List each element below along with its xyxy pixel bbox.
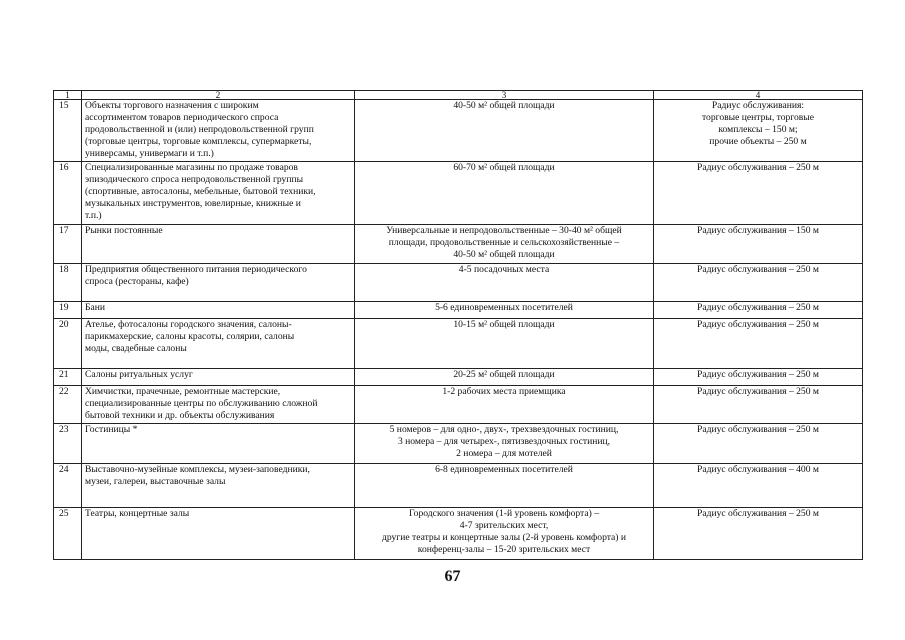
capacity-norm: 60-70 м² общей площади bbox=[355, 162, 654, 225]
table-row bbox=[54, 100, 863, 162]
norms-table bbox=[53, 90, 863, 560]
facility-name: Бани bbox=[82, 302, 355, 319]
column-header: 2 bbox=[82, 91, 355, 100]
row-number: 25 bbox=[54, 508, 82, 560]
column-header: 3 bbox=[355, 91, 654, 100]
service-radius: Радиус обслуживания – 150 м bbox=[654, 225, 863, 264]
facility-name: Специализированные магазины по продаже товаров эпизодического спроса непродовольственной группы (спортивные, автосалоны, мебельные, бытовой техники, музыкальных инструментов, ювелирные, книжные и т.п.) bbox=[82, 162, 355, 225]
facility-name: Объекты торгового назначения с широким ассортиментом товаров периодического спроса продовольственной и (или) непродовольственной групп (торговые центры, торговые комплексы, супермаркеты, универсамы, универмаги и т.п.) bbox=[82, 100, 355, 162]
capacity-norm: 1-2 рабочих места приемщика bbox=[355, 386, 654, 424]
capacity-norm: 5-6 единовременных посетителей bbox=[355, 302, 654, 319]
capacity-norm: 4-5 посадочных места bbox=[355, 264, 654, 302]
row-number: 18 bbox=[54, 264, 82, 302]
capacity-norm: Городского значения (1-й уровень комфорта) – 4-7 зрительских мест, другие театры и концертные залы (2-й уровень комфорта) и конференц-залы – 15-20 зрительских мест bbox=[355, 508, 654, 560]
row-number: 21 bbox=[54, 369, 82, 386]
capacity-norm: 6-8 единовременных посетителей bbox=[355, 464, 654, 508]
table-row bbox=[54, 302, 863, 319]
facility-name: Рынки постоянные bbox=[82, 225, 355, 264]
service-radius: Радиус обслуживания – 250 м bbox=[654, 369, 863, 386]
table-row bbox=[54, 225, 863, 264]
table-row bbox=[54, 319, 863, 369]
row-number: 22 bbox=[54, 386, 82, 424]
capacity-norm: Универсальные и непродовольственные – 30-40 м² общей площади, продовольственные и сельскохозяйственные – 40-50 м² общей площади bbox=[355, 225, 654, 264]
service-radius: Радиус обслуживания – 250 м bbox=[654, 162, 863, 225]
service-radius: Радиус обслуживания – 250 м bbox=[654, 319, 863, 369]
table-row bbox=[54, 424, 863, 464]
column-header: 1 bbox=[54, 91, 82, 100]
table-row bbox=[54, 369, 863, 386]
service-radius: Радиус обслуживания – 400 м bbox=[654, 464, 863, 508]
service-radius: Радиус обслуживания: торговые центры, торговые комплексы – 150 м; прочие объекты – 250 м bbox=[654, 100, 863, 162]
row-number: 24 bbox=[54, 464, 82, 508]
service-radius: Радиус обслуживания – 250 м bbox=[654, 508, 863, 560]
table-row bbox=[54, 386, 863, 424]
facility-name: Салоны ритуальных услуг bbox=[82, 369, 355, 386]
table-row bbox=[54, 264, 863, 302]
table-row bbox=[54, 508, 863, 560]
row-number: 23 bbox=[54, 424, 82, 464]
facility-name: Предприятия общественного питания периодического спроса (рестораны, кафе) bbox=[82, 264, 355, 302]
row-number: 20 bbox=[54, 319, 82, 369]
capacity-norm: 20-25 м² общей площади bbox=[355, 369, 654, 386]
table-header-row bbox=[54, 91, 863, 100]
capacity-norm: 5 номеров – для одно-, двух-, трехзвездочных гостиниц, 3 номера – для четырех-, пятизвездочных гостиниц, 2 номера – для мотелей bbox=[355, 424, 654, 464]
row-number: 19 bbox=[54, 302, 82, 319]
capacity-norm: 40-50 м² общей площади bbox=[355, 100, 654, 162]
facility-name: Театры, концертные залы bbox=[82, 508, 355, 560]
facility-name: Выставочно-музейные комплексы, музеи-заповедники, музеи, галереи, выставочные залы bbox=[82, 464, 355, 508]
column-header: 4 bbox=[654, 91, 863, 100]
service-radius: Радиус обслуживания – 250 м bbox=[654, 386, 863, 424]
service-radius: Радиус обслуживания – 250 м bbox=[654, 302, 863, 319]
service-radius: Радиус обслуживания – 250 м bbox=[654, 424, 863, 464]
capacity-norm: 10-15 м² общей площади bbox=[355, 319, 654, 369]
service-radius: Радиус обслуживания – 250 м bbox=[654, 264, 863, 302]
row-number: 15 bbox=[54, 100, 82, 162]
facility-name: Ателье, фотосалоны городского значения, салоны- парикмахерские, салоны красоты, солярии, салоны моды, свадебные салоны bbox=[82, 319, 355, 369]
page-number: 67 bbox=[444, 568, 461, 585]
table-row bbox=[54, 464, 863, 508]
table-row bbox=[54, 162, 863, 225]
facility-name: Химчистки, прачечные, ремонтные мастерские, специализированные центры по обслуживанию сложной бытовой техники и др. объекты обслуживания bbox=[82, 386, 355, 424]
row-number: 17 bbox=[54, 225, 82, 264]
facility-name: Гостиницы * bbox=[82, 424, 355, 464]
row-number: 16 bbox=[54, 162, 82, 225]
